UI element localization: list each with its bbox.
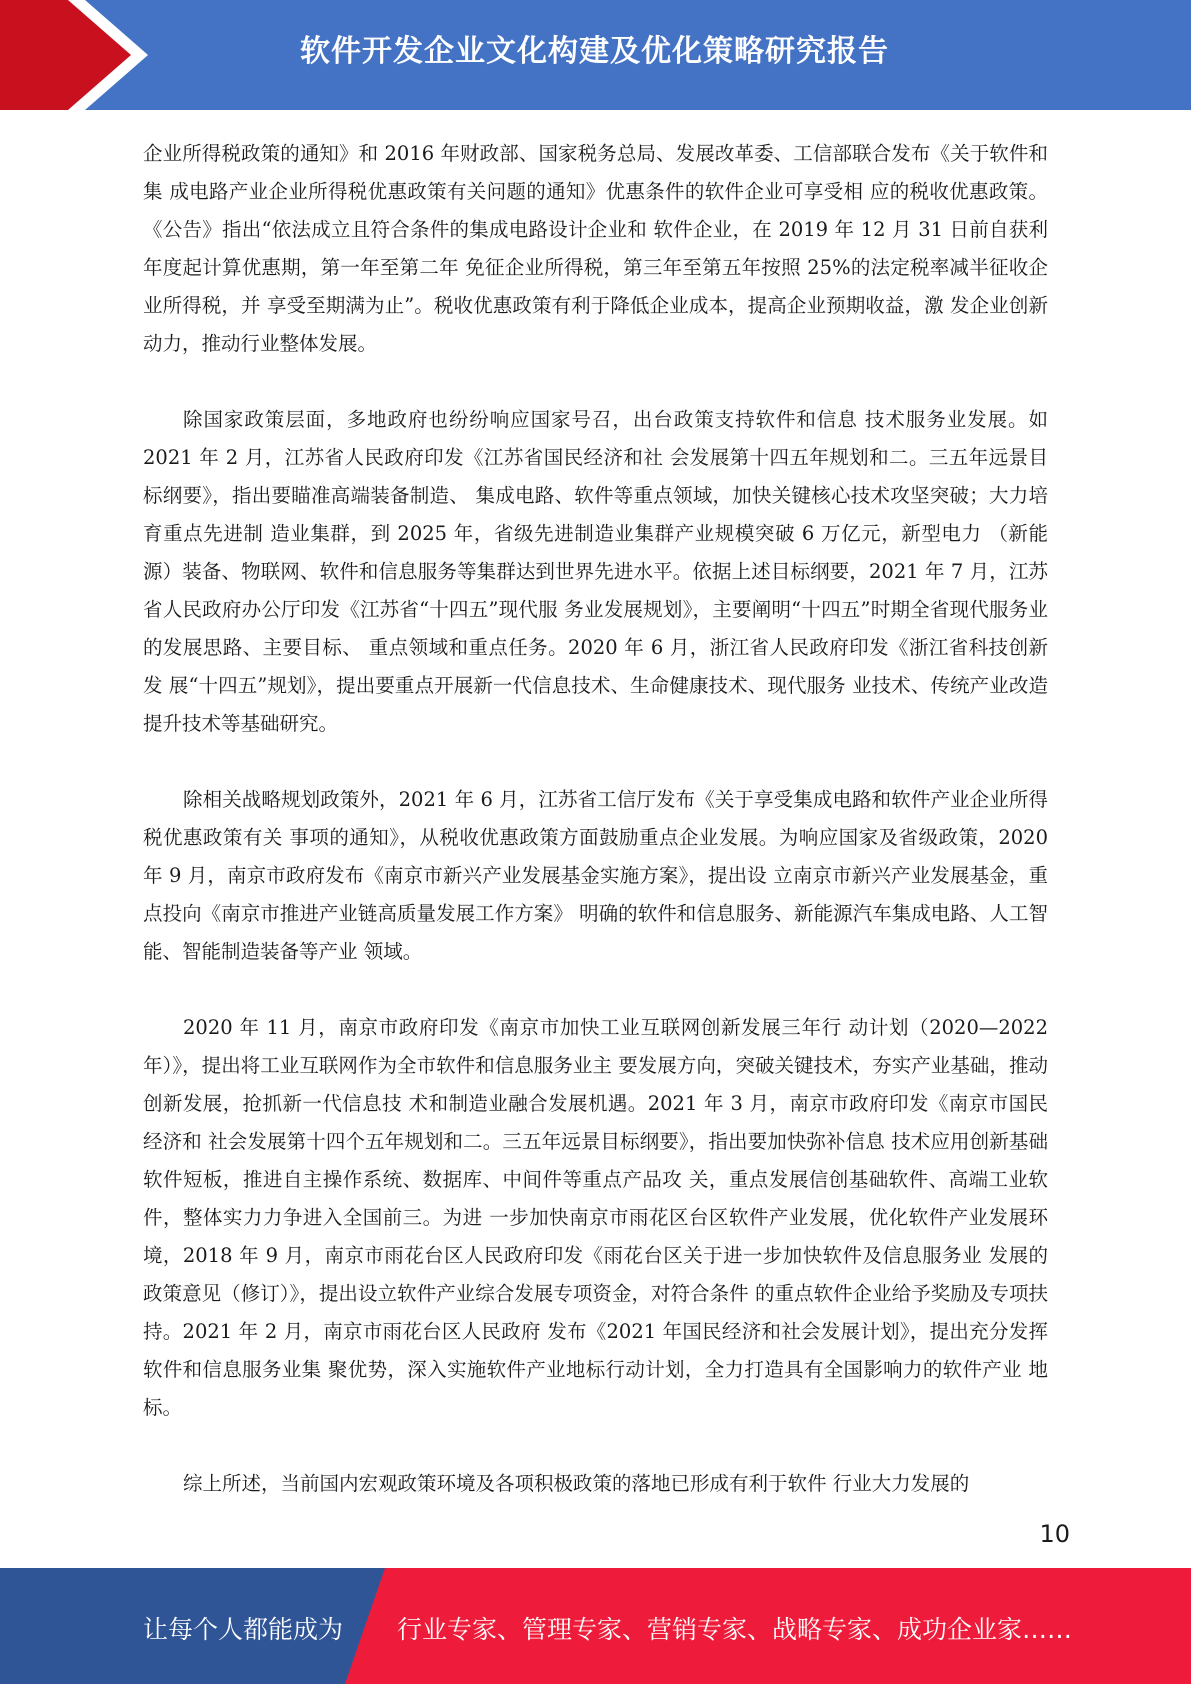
document-body — [143, 135, 1048, 1541]
page-number: 10 — [1039, 1520, 1070, 1548]
page-footer — [0, 1568, 1191, 1684]
report-title: 软件开发企业文化构建及优化策略研究报告 — [300, 34, 889, 69]
footer-slogan-left: 让每个人都能成为 — [143, 1615, 344, 1644]
paragraph-3: 除相关战略规划政策外，2021 年 6 月，江苏省工信厅发布《关于享受集成电路和软件产业企业所得税优惠政策有关 事项的通知》，从税收优惠政策方面鼓励重点企业发展。为响应国家及省级政策，2020 年 9 月，南京市政府发布《南京市新兴产业发展基金实施方案》，提出设 立南京市新兴产业发展基金，重点投向《南京市推进产业链高质量发展工作方案》 明确的软件和信息服务、新能源汽车集成电路、人工智能、智能制造装备等产业 领域。 — [143, 788, 1048, 963]
paragraph-4: 2020 年 11 月，南京市政府印发《南京市加快工业互联网创新发展三年行 动计划（2020—2022 年）》，提出将工业互联网作为全市软件和信息服务业主 要发展方向，突破关键技术，夯实产业基础，推动创新发展，抢抓新一代信息技 术和制造业融合发展机遇。2021 年 3 月，南京市政府印发《南京市国民经济和 社会发展第十四个五年规划和二。三五年远景目标纲要》，指出要加快弥补信息 技术应用创新基础软件短板，推进自主操作系统、数据库、中间件等重点产品攻 关，重点发展信创基础软件、高端工业软件，整体实力力争进入全国前三。为进 一步加快南京市雨花区台区软件产业发展，优化软件产业发展环境，2018 年 9 月，南京市雨花台区人民政府印发《雨花台区关于进一步加快软件及信息服务业 发展的政策意见（修订）》，提出设立软件产业综合发展专项资金，对符合条件 的重点软件企业给予奖励及专项扶持。2021 年 2 月，南京市雨花台区人民政府 发布《2021 年国民经济和社会发展计划》，提出充分发挥软件和信息服务业集 聚优势，深入实施软件产业地标行动计划，全力打造具有全国影响力的软件产业 地标。 — [143, 1016, 1048, 1419]
paragraph-2: 除国家政策层面，多地政府也纷纷响应国家号召，出台政策支持软件和信息 技术服务业发展。如 2021 年 2 月，江苏省人民政府印发《江苏省国民经济和社 会发展第十四五年规划和二。三五年远景目标纲要》，指出要瞄准高端装备制造、 集成电路、软件等重点领域，加快关键核心技术攻坚突破；大力培育重点先进制 造业集群，到 2025 年，省级先进制造业集群产业规模突破 6 万亿元，新型电力 （新能源）装备、物联网、软件和信息服务等集群达到世界先进水平。依据上述目标纲要，2021 年 7 月，江苏省人民政府办公厅印发《江苏省“十四五”现代服 务业发展规划》，主要阐明“十四五”时期全省现代服务业的发展思路、主要目标、 重点领域和重点任务。2020 年 6 月，浙江省人民政府印发《浙江省科技创新发 展“十四五”规划》，提出要重点开展新一代信息技术、生命健康技术、现代服务 业技术、传统产业改造提升技术等基础研究。 — [143, 408, 1048, 735]
footer-slogan-right: 行业专家、管理专家、营销专家、战略专家、成功企业家…… — [397, 1615, 1073, 1644]
paragraph-5: 综上所述，当前国内宏观政策环境及各项积极政策的落地已形成有利于软件 行业大力发展的 — [183, 1472, 970, 1495]
paragraph-1: 企业所得税政策的通知》和 2016 年财政部、国家税务总局、发展改革委、工信部联合发布《关于软件和集 成电路产业企业所得税优惠政策有关问题的通知》优惠条件的软件企业可享受相 应的税收优惠政策。《公告》指出“依法成立且符合条件的集成电路设计企业和 软件企业，在 2019 年 12 月 31 日前自获利年度起计算优惠期，第一年至第二年 免征企业所得税，第三年至第五年按照 25%的法定税率减半征收企业所得税，并 享受至期满为止”。税收优惠政策有利于降低企业成本，提高企业预期收益，激 发企业创新动力，推动行业整体发展。 — [143, 142, 1048, 355]
page-header — [0, 0, 1191, 110]
